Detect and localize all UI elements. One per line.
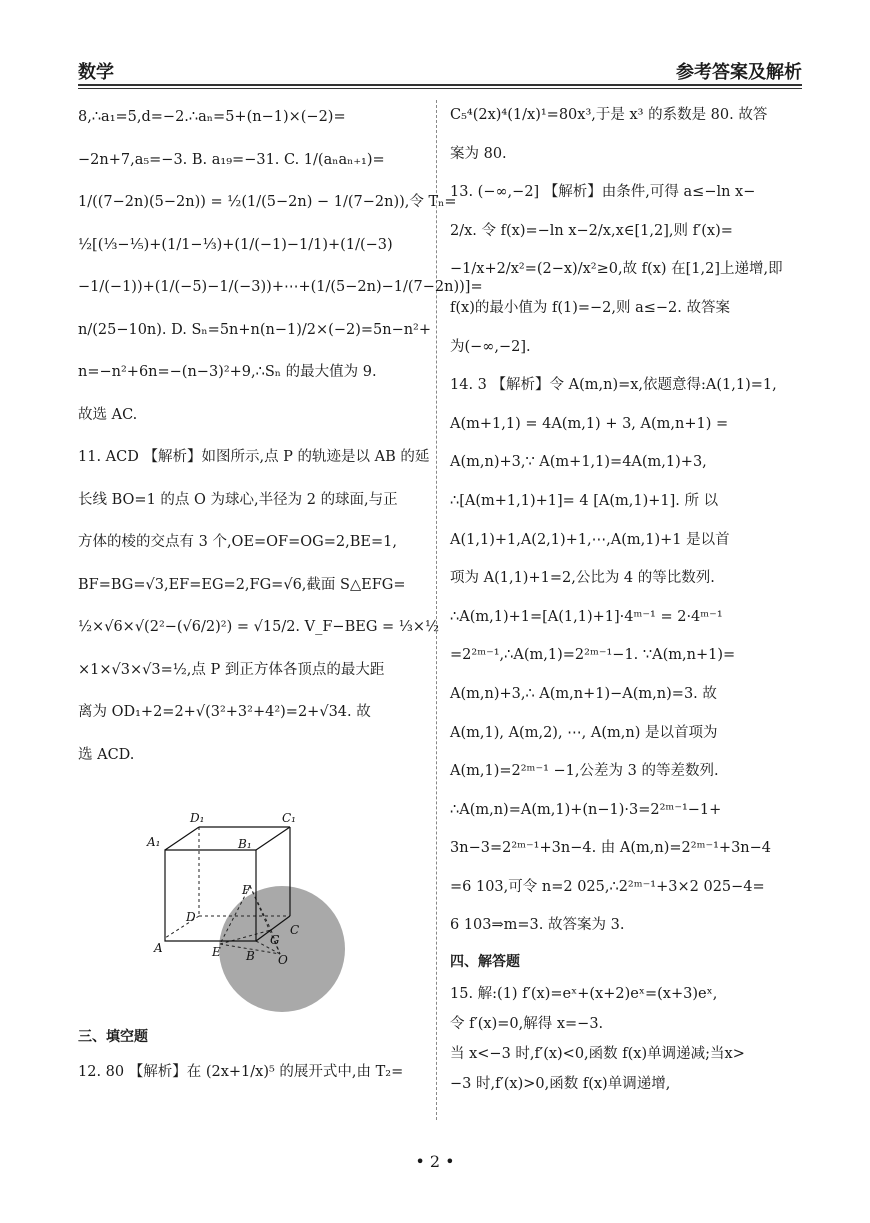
text-line: C₅⁴(2x)⁴(1/x)¹=80x³,于是 x³ 的系数是 80. 故答 [450, 107, 768, 123]
subject-label: 数学 [78, 62, 114, 83]
text-line: A(1,1)+1,A(2,1)+1,⋯,A(m,1)+1 是以首 [450, 531, 730, 548]
text-line: 故选 AC. [78, 406, 138, 423]
text-line: 6 103⇒m=3. 故答案为 3. [450, 917, 625, 934]
header-rule-thick [78, 84, 802, 86]
text-line: ½×√6×√(2²−(√6/2)²) = √15/2. V_F−BEG = ⅓×½ [78, 619, 440, 635]
text-line: ∴A(m,n)=A(m,1)+(n−1)·3=2²ᵐ⁻¹−1+ [450, 801, 722, 818]
left-text-block-b [78, 1052, 420, 1092]
header-rule-thin [78, 88, 802, 89]
text-line: ×1×√3×√3=½,点 P 到正方体各顶点的最大距 [78, 661, 385, 678]
label-b1: B₁ [238, 837, 252, 851]
text-line: n/(25−10n). D. Sₙ=5n+n(n−1)/2×(−2)=5n−n²+ [78, 321, 432, 338]
text-line: 案为 80. [450, 145, 507, 162]
text-line: 14. 3 【解析】令 A(m,n)=x,依题意得:A(1,1)=1, [450, 377, 777, 394]
section-title: 参考答案及解析 [676, 62, 802, 83]
sphere [219, 886, 345, 1012]
text-line: 方体的棱的交点有 3 个,OE=OF=OG=2,BE=1, [78, 534, 397, 550]
text-line: 11. ACD 【解析】如图所示,点 P 的轨迹是以 AB 的延 [78, 449, 430, 465]
label-d: D [186, 910, 196, 924]
text-line: 1/((7−2n)(5−2n)) = ½(1/(5−2n) − 1/(7−2n)),令 Tₙ= [78, 194, 457, 210]
label-d1: D₁ [190, 811, 205, 825]
text-line: f(x)的最小值为 f(1)=−2,则 a≤−2. 故答案 [450, 299, 731, 316]
text-line: 3n−3=2²ᵐ⁻¹+3n−4. 由 A(m,n)=2²ᵐ⁻¹+3n−4 [450, 840, 772, 857]
text-line: 选 ACD. [78, 746, 135, 763]
cube-sphere-figure [140, 808, 355, 1020]
label-g: G [270, 933, 280, 947]
label-o: O [278, 953, 288, 967]
page-header [78, 52, 802, 84]
label-c: C [290, 923, 300, 937]
label-b: B [246, 949, 255, 963]
text-line: 2/x. 令 f(x)=−ln x−2/x,x∈[1,2],则 f′(x)= [450, 222, 733, 239]
text-line: 为(−∞,−2]. [450, 338, 531, 355]
right-text-block-a [450, 96, 802, 945]
label-f: F [242, 883, 251, 897]
label-a1: A₁ [147, 835, 161, 849]
text-line: 长线 BO=1 的点 O 为球心,半径为 2 的球面,与正 [78, 491, 398, 508]
text-line: A(m,n)+3,∵ A(m+1,1)=4A(m,1)+3, [450, 454, 707, 471]
right-text-block-b [450, 979, 802, 1099]
text-line: 当 x<−3 时,f′(x)<0,函数 f(x)单调递减;当x> [450, 1046, 745, 1063]
text-line: ∴[A(m+1,1)+1]= 4 [A(m,1)+1]. 所 以 [450, 492, 719, 509]
text-line: −1/(−1))+(1/(−5)−1/(−3))+⋯+(1/(5−2n)−1/(7−2n))]= [78, 279, 483, 295]
text-line: ∴A(m,1)+1=[A(1,1)+1]·4ᵐ⁻¹ = 2·4ᵐ⁻¹ [450, 608, 723, 625]
text-line: A(m+1,1) = 4A(m,1) + 3, A(m,n+1) = [450, 415, 729, 432]
page-number: • 2 • [415, 1152, 455, 1171]
text-line: 15. 解:(1) f′(x)=eˣ+(x+2)eˣ=(x+3)eˣ, [450, 986, 718, 1003]
text-line: ½[(⅓−⅕)+(1/1−⅓)+(1/(−1)−1/1)+(1/(−3) [78, 236, 393, 253]
right-column [450, 96, 802, 1099]
label-a: A [154, 941, 163, 955]
text-line: =6 103,可令 n=2 025,∴2²ᵐ⁻¹+3×2 025−4= [450, 878, 765, 895]
text-line: −1/x+2/x²=(2−x)/x²≥0,故 f(x) 在[1,2]上递增,即 [450, 261, 783, 278]
edge-b1c1 [256, 827, 290, 850]
label-c1: C₁ [282, 811, 296, 825]
section-heading-solutions: 四、解答题 [450, 954, 520, 971]
text-line: 8,∴a₁=5,d=−2.∴aₙ=5+(n−1)×(−2)= [78, 109, 346, 125]
text-line: 13. (−∞,−2] 【解析】由条件,可得 a≤−ln x− [450, 184, 756, 201]
text-line: A(m,1)=2²ᵐ⁻¹ −1,公差为 3 的等差数列. [450, 763, 719, 780]
text-line: −3 时,f′(x)>0,函数 f(x)单调递增, [450, 1076, 671, 1093]
text-line: 令 f′(x)=0,解得 x=−3. [450, 1016, 604, 1033]
label-e: E [212, 945, 221, 959]
edge-a1d1 [165, 827, 199, 850]
text-line: =2²ᵐ⁻¹,∴A(m,1)=2²ᵐ⁻¹−1. ∵A(m,n+1)= [450, 647, 736, 664]
text-line: A(m,1), A(m,2), ⋯, A(m,n) 是以首项为 [450, 724, 718, 741]
section-heading-fill-blank: 三、填空题 [78, 1029, 148, 1045]
text-line: −2n+7,a₅=−3. B. a₁₉=−31. C. 1/(aₙaₙ₊₁)= [78, 151, 385, 168]
text-line: A(m,n)+3,∴ A(m,n+1)−A(m,n)=3. 故 [450, 685, 717, 702]
text-line: 项为 A(1,1)+1=2,公比为 4 的等比数列. [450, 570, 715, 587]
column-divider [436, 100, 437, 1120]
text-line: 离为 OD₁+2=2+√(3²+3²+4²)=2+√34. 故 [78, 704, 371, 720]
text-line: 12. 80 【解析】在 (2x+1/x)⁵ 的展开式中,由 T₂= [78, 1064, 404, 1080]
text-line: n=−n²+6n=−(n−3)²+9,∴Sₙ 的最大值为 9. [78, 364, 377, 380]
text-line: BF=BG=√3,EF=EG=2,FG=√6,截面 S△EFG= [78, 576, 406, 593]
